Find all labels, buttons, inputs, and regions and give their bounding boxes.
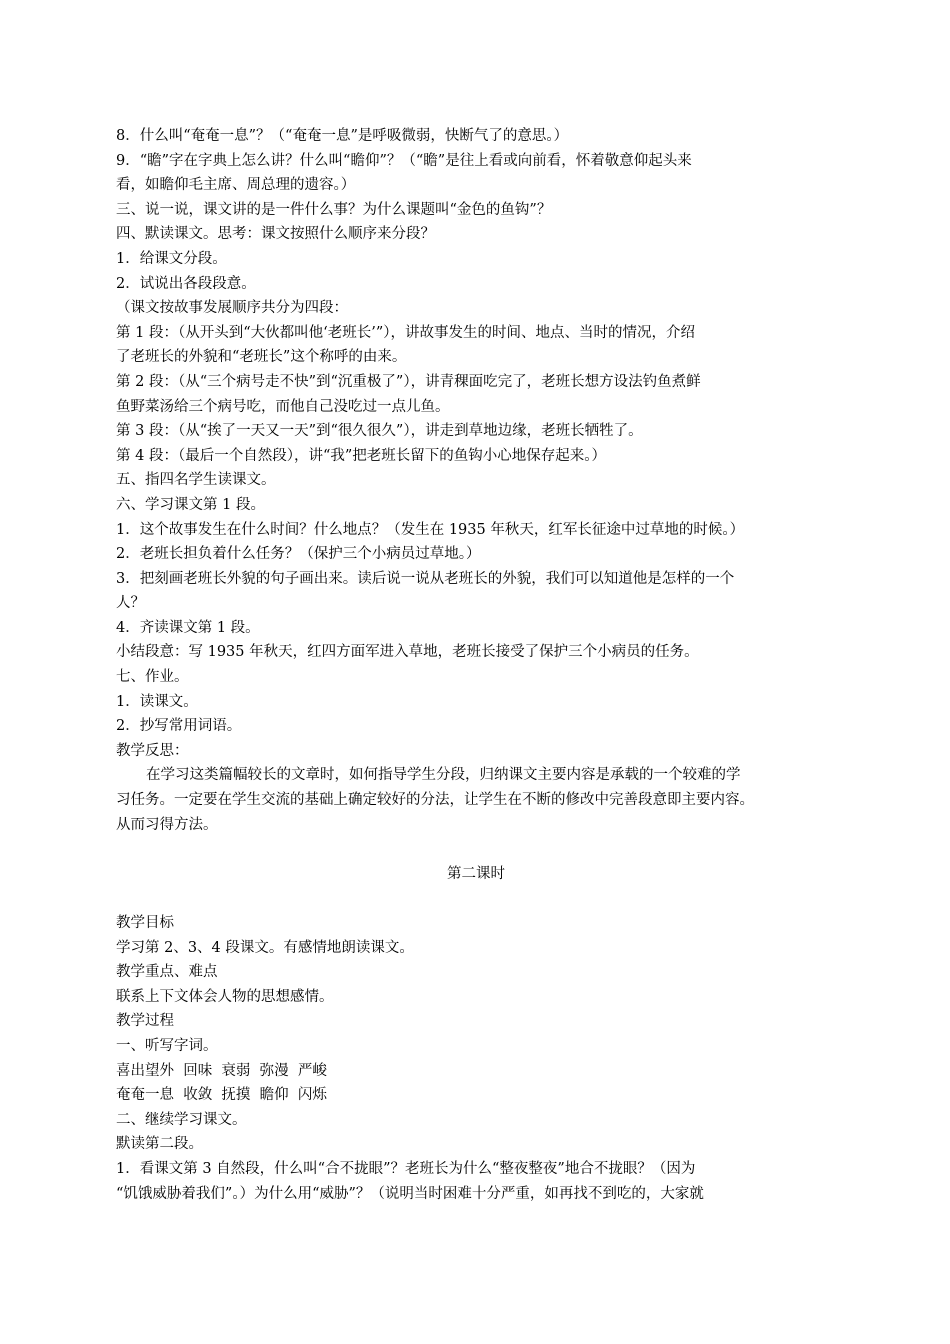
text-line: 第 4 段：（最后一个自然段），讲“我”把老班长留下的鱼钩小心地保存起来。） [116,447,607,464]
text-line: 第 2 段：（从“三个病号走不快”到“沉重极了”），讲青稞面吃完了，老班长想方设法钓鱼煮鲜 [116,373,701,390]
text-line: 教学反思： [116,742,189,759]
text-line: “饥饿威胁着我们”。）为什么用“威胁”？（说明当时困难十分严重，如再找不到吃的，大家就 [116,1185,704,1202]
reflection-block [116,763,836,837]
text-line: 鱼野菜汤给三个病号吃，而他自己没吃过一点儿鱼。 [116,398,450,415]
text-line: 三、说一说，课文讲的是一件什么事？为什么课题叫“金色的鱼钩”？ [116,201,552,218]
text-line: 学习第 2、3、4 段课文。有感情地朗读课文。 [116,939,414,956]
text-line: 2．老班长担负着什么任务？（保护三个小病员过草地。） [116,546,481,563]
text-line: 四、默读课文。思考：课文按照什么顺序来分段？ [116,226,435,243]
text-line: （课文按故事发展顺序共分为四段： [116,300,348,317]
spacer [116,886,836,911]
text-line: 教学重点、难点 [116,964,218,981]
text-line: 教学目标 [116,915,174,931]
text-line: 了老班长的外貌和“老班长”这个称呼的由来。 [116,349,407,366]
text-line: 人？ [116,595,145,612]
part2-block [116,911,836,1206]
text-line: 1．看课文第 3 自然段，什么叫“合不拢眼”？老班长为什么“整夜整夜”地合不拢眼？（因为 [116,1160,696,1177]
text-line: 9．“瞻”字在字典上怎么讲？什么叫“瞻仰”？（“瞻”是往上看或向前看，怀着敬意仰起头来 [116,152,692,169]
text-line: 第 1 段：（从开头到“大伙都叫他‘老班长’”），讲故事发生的时间、地点、当时的情况，介绍 [116,324,695,341]
text-line: 喜出望外 回味 衰弱 弥漫 严峻 [116,1062,327,1079]
text-line: 2．抄写常用词语。 [116,718,242,735]
text-line: 小结段意：写 1935 年秋天，红四方面军进入草地，老班长接受了保护三个小病员的任务。 [116,644,699,661]
text-line: 一、听写字词。 [116,1037,218,1054]
text-line: 奄奄一息 收敛 抚摸 瞻仰 闪烁 [116,1087,327,1104]
text-line: 1．读课文。 [116,693,198,710]
document-page [116,124,836,1206]
text-line: 8．什么叫“奄奄一息”？（“奄奄一息”是呼吸微弱，快断气了的意思。） [116,128,569,144]
text-line: 默读第二段。 [116,1136,203,1153]
text-line: 教学过程 [116,1013,174,1030]
text-line: 六、学习课文第 1 段。 [116,496,265,513]
text-line: 二、继续学习课文。 [116,1111,247,1128]
section-title: 第二课时 [447,865,505,882]
reflection-line: 在学习这类篇幅较长的文章时，如何指导学生分段，归纳课文主要内容是承载的一个较难的学 [146,767,741,784]
part1-block [116,124,836,763]
reflection-line: 从而习得方法。 [116,816,218,833]
text-line: 看，如瞻仰毛主席、周总理的遗容。） [116,177,356,194]
text-line: 五、指四名学生读课文。 [116,472,276,489]
spacer [116,837,836,862]
text-line: 2．试说出各段段意。 [116,275,256,292]
text-line: 第 3 段：（从“挨了一天又一天”到“很久很久”），讲走到草地边缘，老班长牺牲了。 [116,423,643,440]
text-line: 联系上下文体会人物的思想感情。 [116,988,334,1005]
text-line: 七、作业。 [116,669,189,686]
reflection-line: 习任务。一定要在学生交流的基础上确定较好的分法，让学生在不断的修改中完善段意即主要内容。 [116,792,754,809]
text-line: 1．这个故事发生在什么时间？什么地点？（发生在 1935 年秋天，红军长征途中过草地的时候。） [116,521,745,538]
text-line: 3．把刻画老班长外貌的句子画出来。读后说一说从老班长的外貌，我们可以知道他是怎样的一个 [116,570,735,587]
text-line: 4．齐读课文第 1 段。 [116,619,260,636]
text-line: 1．给课文分段。 [116,250,227,267]
